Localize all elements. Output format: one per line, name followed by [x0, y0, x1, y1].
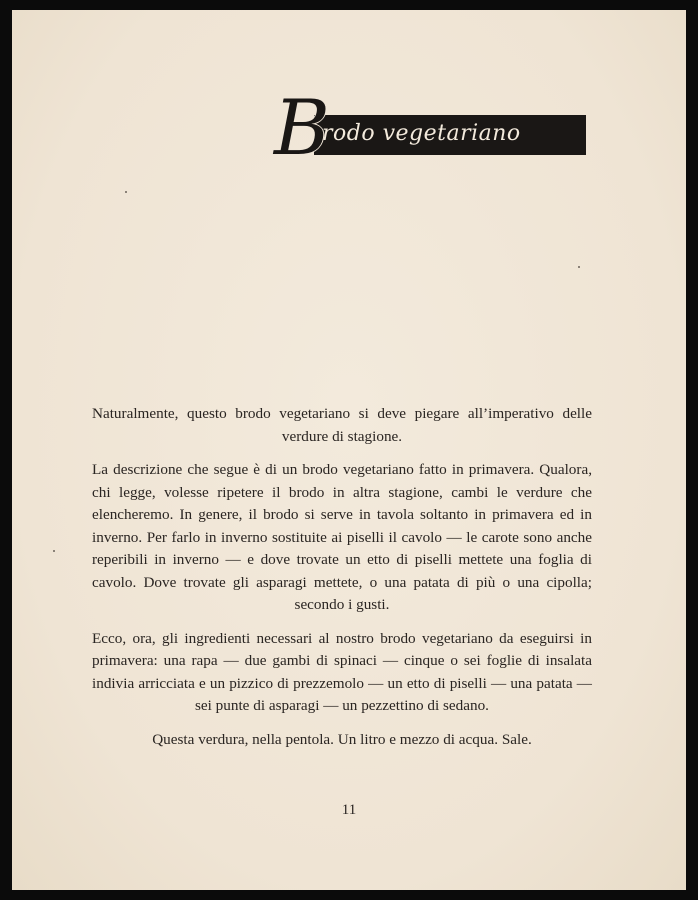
paper-speck	[125, 191, 127, 193]
paragraph-description: La descrizione che segue è di un brodo vegetariano fatto in primavera. Qualora, chi legge, volesse ripetere il brodo in altra stagione, cambi le verdure che elencheremo. In genere, il brodo si serve in tavola soltanto in primavera ed in inverno. Per farlo in inverno sostituite ai piselli il cavolo — le carote sono anche reperibili in inverno — e dove trovate un etto di piselli mettete una foglia di cavolo. Dove trovate gli asparagi mettete, o una patata di più o una cipolla; secondo i gusti.	[92, 461, 592, 613]
chapter-title	[274, 83, 604, 178]
book-page	[12, 10, 686, 890]
paragraph-ingredients: Ecco, ora, gli ingredienti necessari al nostro brodo vegetariano da eseguirsi in primavera: una rapa — due gambi di spinaci — cinque o sei foglie di insalata indivia arricciata e un pizzico di prezzemolo — un etto di piselli — una patata — sei punte di asparagi — un pezzettino di sedano.	[92, 629, 592, 714]
paper-speck	[578, 266, 580, 268]
title-drop-initial: B	[274, 83, 330, 172]
paragraph-intro: Naturalmente, questo brodo vegetariano si deve piegare all’imperativo delle verdure di stagione.	[92, 405, 592, 445]
title-text: rodo vegetariano	[322, 121, 521, 146]
page-number: 11	[341, 802, 357, 818]
paper-speck	[53, 550, 55, 552]
paragraph-instructions: Questa verdura, nella pentola. Un litro e mezzo di acqua. Sale.	[152, 730, 532, 748]
recipe-body	[92, 403, 592, 762]
